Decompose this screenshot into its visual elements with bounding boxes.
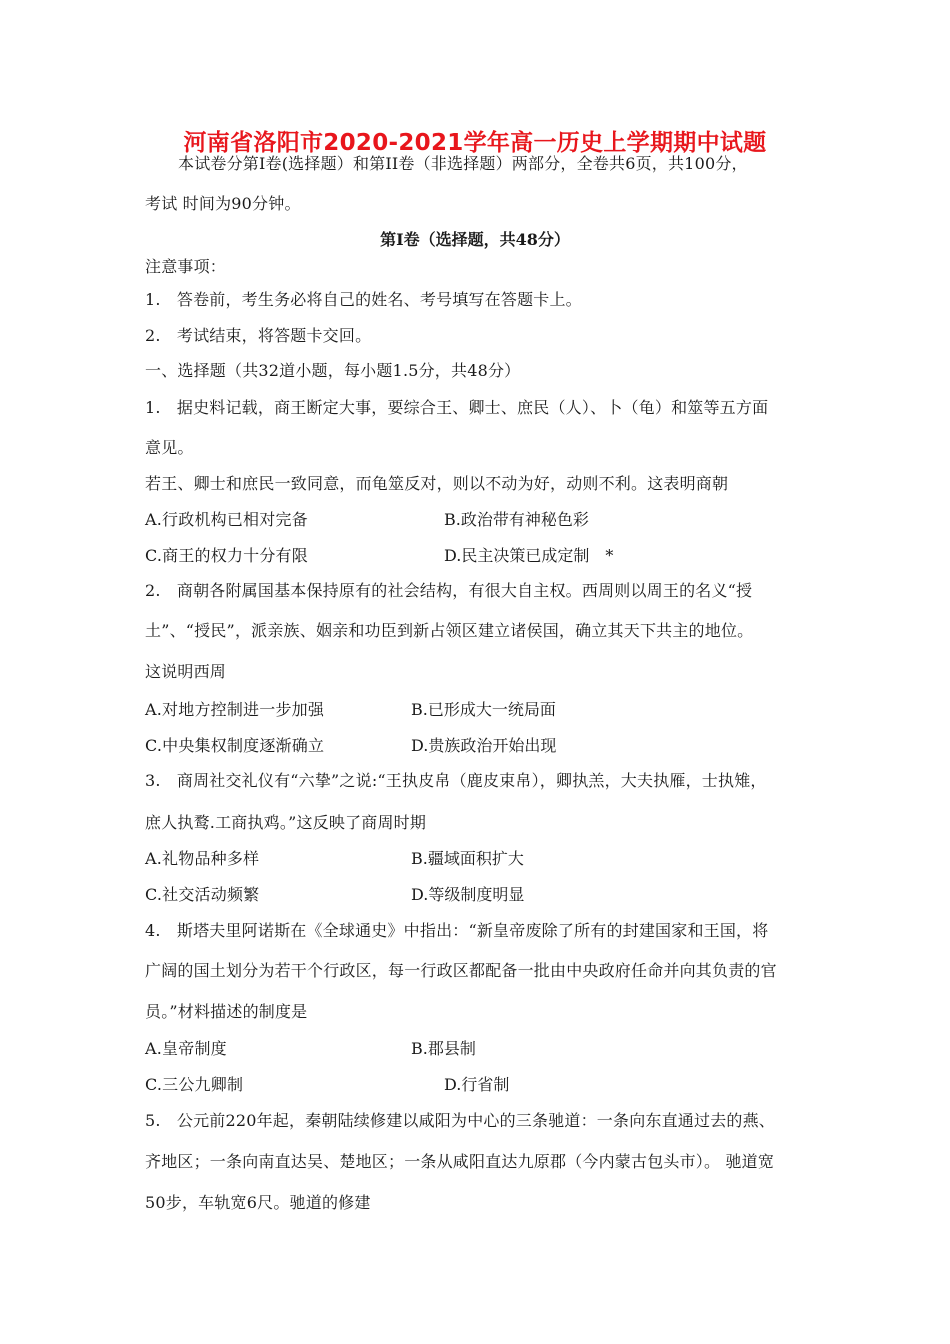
option-a: A.对地方控制进一步加强 <box>145 700 325 719</box>
question-text: 1. 据史料记载，商王断定大事，要综合王、卿士、庶民（人）、卜（龟）和筮等五方面 <box>145 398 769 417</box>
intro-line-2: 考试 时间为90分钟。 <box>145 194 301 213</box>
option-c: C.三公九卿制 <box>145 1075 244 1094</box>
note-item: 2. 考试结束，将答题卡交回。 <box>145 326 372 345</box>
question-text: 这说明西周 <box>145 662 227 681</box>
option-d: D.贵族政治开始出现 <box>411 736 557 755</box>
option-b: B.郡县制 <box>411 1039 476 1058</box>
option-a: A.礼物品种多样 <box>145 849 260 868</box>
intro-line-1: 本试卷分第Ⅰ卷(选择题）和第II卷（非选择题）两部分，全卷共6页，共100分， <box>178 154 748 173</box>
option-c: C.社交活动频繁 <box>145 885 260 904</box>
notes-title: 注意事项： <box>145 257 227 276</box>
option-c: C.中央集权制度逐渐确立 <box>145 736 325 755</box>
section-header: 第Ⅰ卷（选择题，共48分） <box>380 230 570 249</box>
note-item: 1. 答卷前，考生务必将自己的姓名、考号填写在答题卡上。 <box>145 290 582 309</box>
question-text: 5. 公元前220年起，秦朝陆续修建以咸阳为中心的三条驰道：一条向东直通过去的燕、 <box>145 1111 776 1130</box>
question-text: 土”、“授民”，派亲族、姻亲和功臣到新占领区建立诸侯国，确立其天下共主的地位。 <box>145 621 754 640</box>
option-b: B.疆域面积扩大 <box>411 849 524 868</box>
question-text: 2. 商朝各附属国基本保持原有的社会结构，有很大自主权。西周则以周王的名义“授 <box>145 581 753 600</box>
question-text: 员。”材料描述的制度是 <box>145 1002 308 1021</box>
option-c: C.商王的权力十分有限 <box>145 546 308 565</box>
question-text: 3. 商周社交礼仪有“六挚”之说:“王执皮帛（鹿皮束帛），卿执羔，大夫执雁，士执雉， <box>145 771 767 790</box>
part-title: 一、选择题（共32道小题，每小题1.5分，共48分） <box>145 361 521 380</box>
question-text: 齐地区；一条向南直达吴、楚地区；一条从咸阳直达九原郡（今内蒙古包头市）。 驰道宽 <box>145 1152 775 1171</box>
option-a: A.行政机构已相对完备 <box>145 510 308 529</box>
option-b: B.政治带有神秘色彩 <box>444 510 589 529</box>
option-d: D.行省制 <box>444 1075 510 1094</box>
option-a: A.皇帝制度 <box>145 1039 227 1058</box>
option-d: D.民主决策已成定制 * <box>444 546 614 565</box>
question-text: 广阔的国土划分为若干个行政区，每一行政区都配备一批由中央政府任命并向其负责的官 <box>145 961 777 980</box>
question-text: 庶人执鹜.工商执鸡。”这反映了商周时期 <box>145 813 427 832</box>
question-text: 4. 斯塔夫里阿诺斯在《全球通史》中指出：“新皇帝废除了所有的封建国家和王国，将 <box>145 921 769 940</box>
option-b: B.已形成大一统局面 <box>411 700 556 719</box>
question-text: 50步，车轨宽6尺。驰道的修建 <box>145 1193 371 1212</box>
question-text: 意见。 <box>145 438 194 457</box>
document-title: 河南省洛阳市2020-2021学年高一历史上学期期中试题 <box>183 130 767 156</box>
question-text: 若王、卿士和庶民一致同意，而龟筮反对，则以不动为好，动则不利。这表明商朝 <box>145 474 729 493</box>
option-d: D.等级制度明显 <box>411 885 525 904</box>
